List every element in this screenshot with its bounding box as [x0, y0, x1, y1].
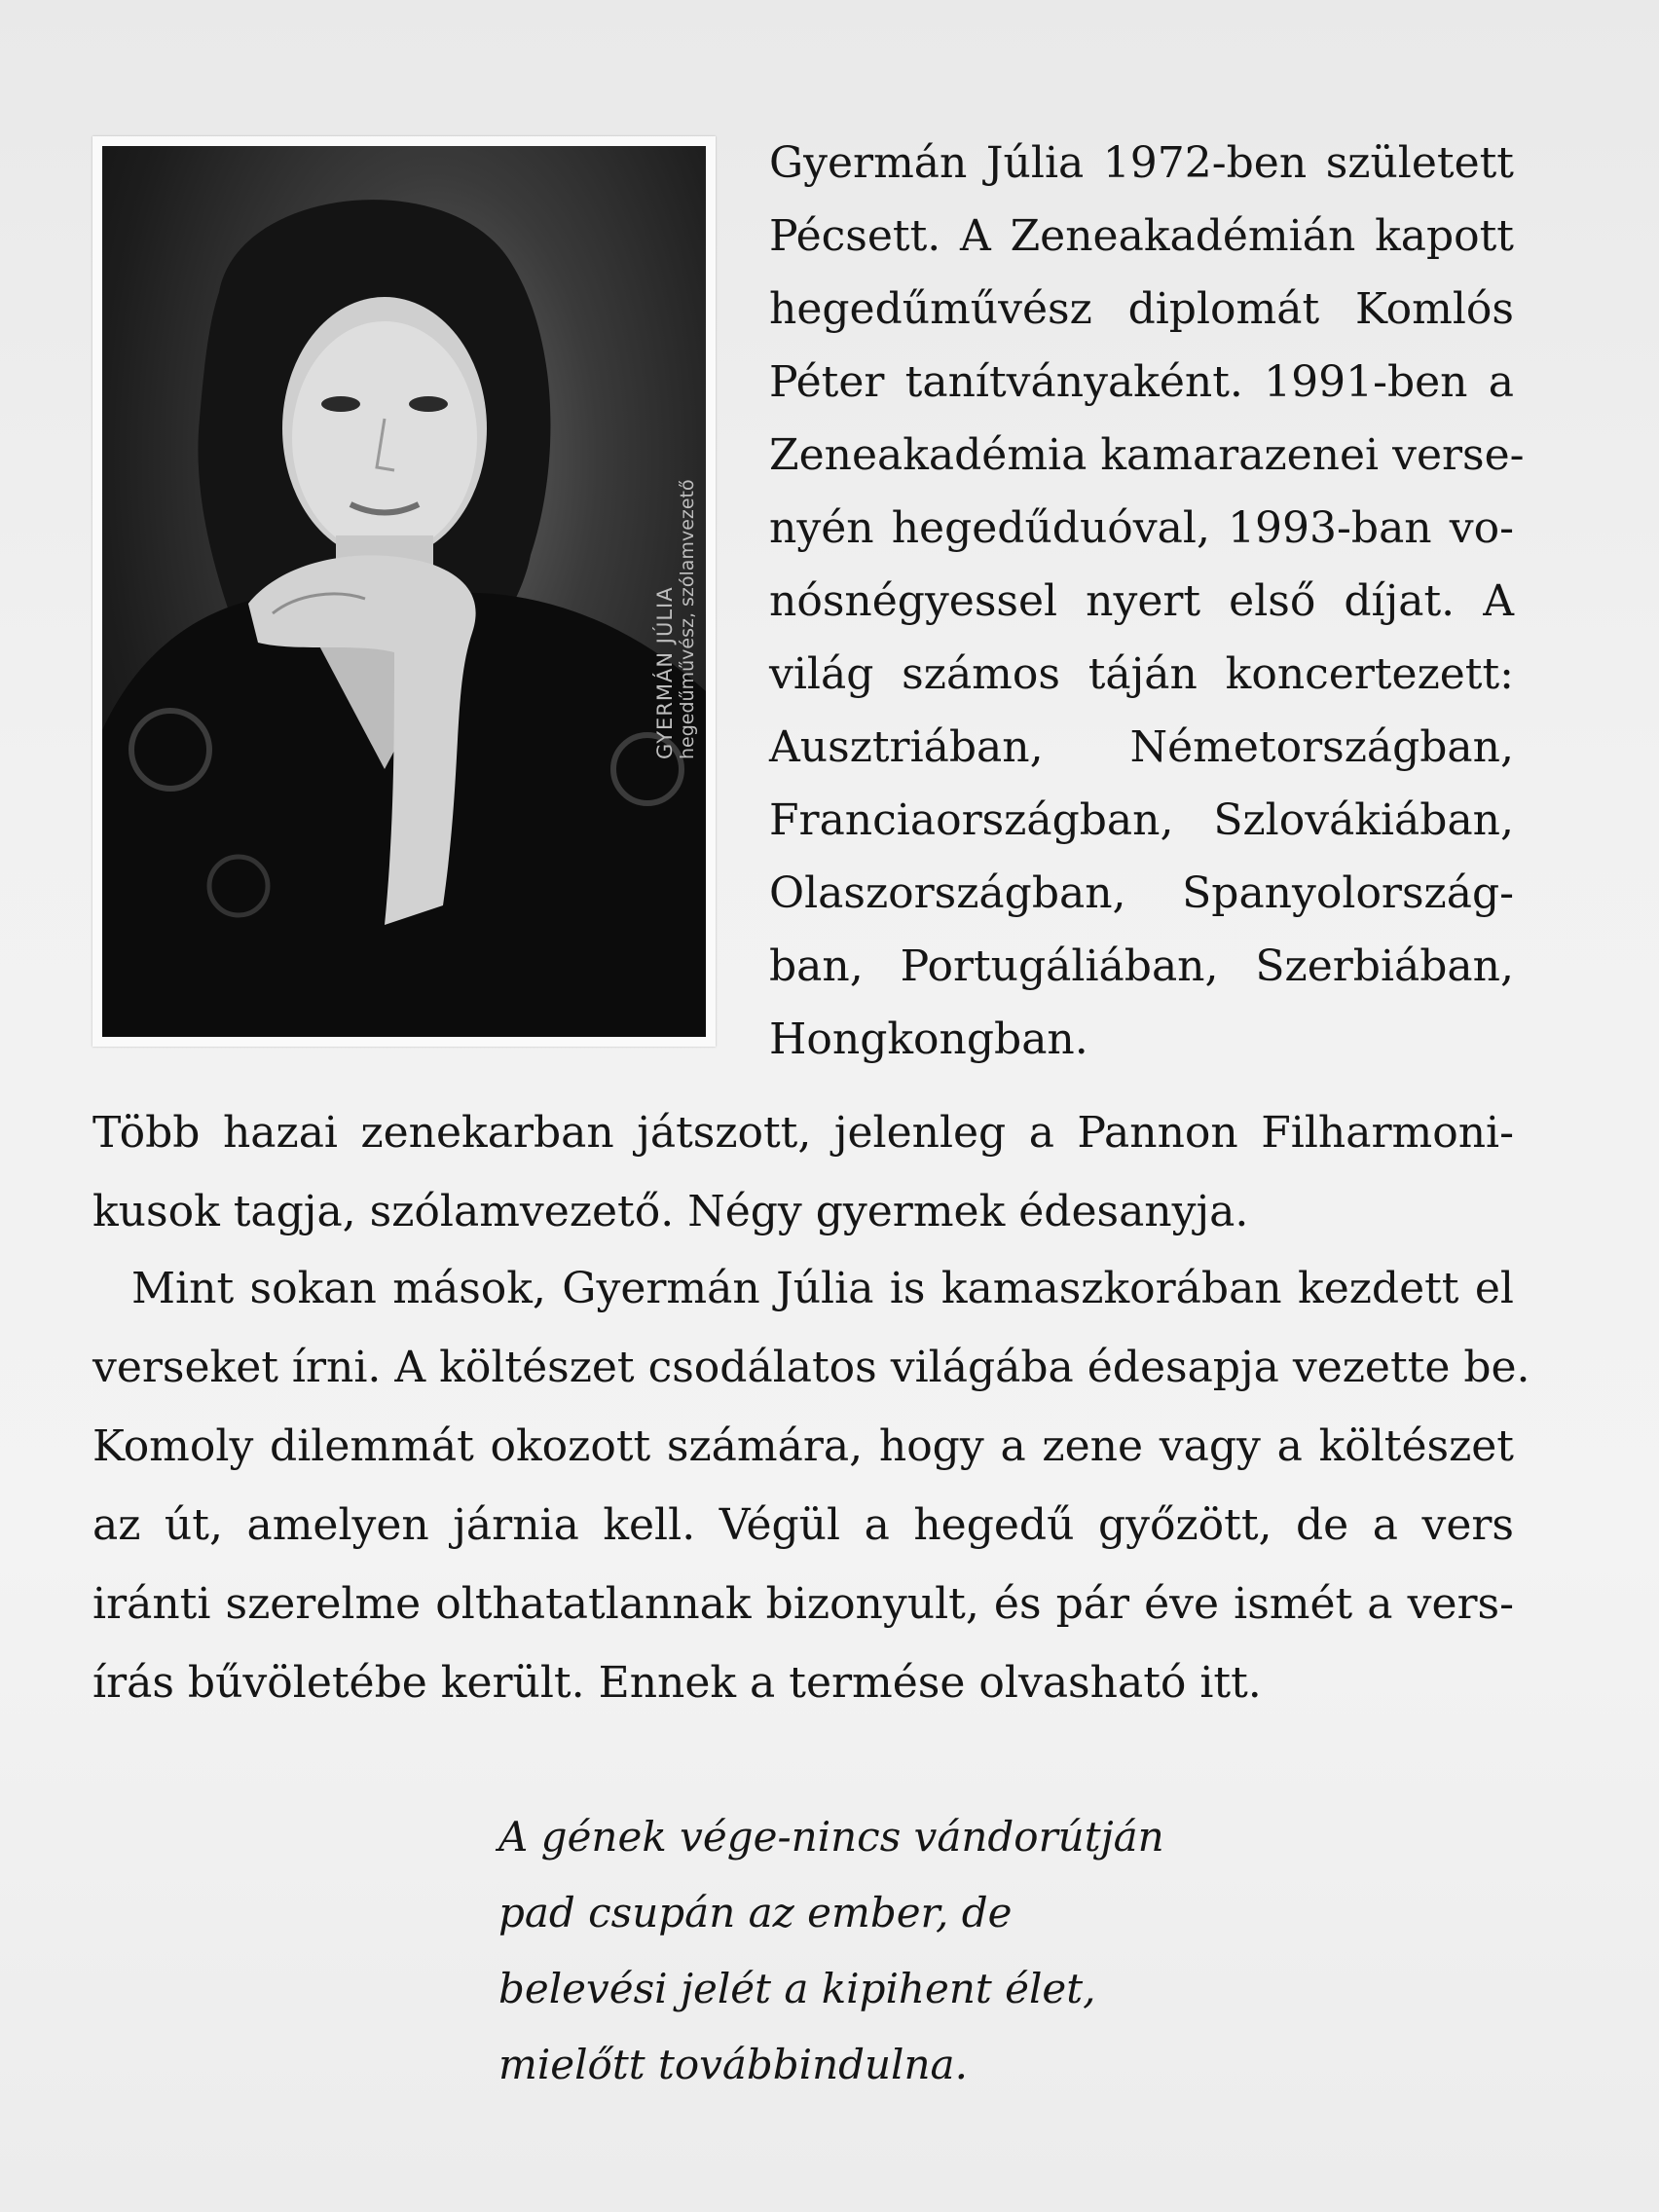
bio-line: Gyermán Júlia 1972-ben született	[769, 138, 1514, 188]
poem-line: belevési jelét a kipihent élet,	[498, 1965, 1096, 2012]
bio-line: világ számos táján koncertezett:	[769, 649, 1514, 699]
paragraph-line: Mint sokan mások, Gyermán Júlia is kamaszkorában kezdett el	[131, 1264, 1514, 1313]
paragraph-line: iránti szerelme olthatatlannak bizonyult, és pár éve ismét a vers-	[92, 1579, 1514, 1629]
poem-line: mielőtt továbbindulna.	[498, 2041, 968, 2088]
bio-line: Péter tanítványaként. 1991-ben a	[769, 357, 1514, 407]
portrait-caption	[647, 370, 706, 798]
bio-line: Pécsett. A Zeneakadémián kapott	[769, 211, 1514, 261]
paragraph-line: Több hazai zenekarban játszott, jelenleg a Pannon Filharmoni-	[92, 1108, 1514, 1158]
bio-paragraph-orchestra	[92, 1093, 1514, 1251]
poem-line: A gének vége-nincs vándorútján	[498, 1813, 1164, 1861]
bio-column-text	[769, 127, 1525, 1076]
bio-line: Olaszországban, Spanyolország-	[769, 868, 1514, 918]
bio-line: nósnégyessel nyert első díjat. A	[769, 576, 1514, 626]
poem-excerpt	[498, 1799, 1375, 2103]
bio-line: Zeneakadémia kamarazenei verse-	[769, 430, 1525, 480]
portrait-illustration	[102, 146, 706, 1037]
bio-line: Hongkongban.	[769, 1014, 1088, 1064]
bio-line: ban, Portugáliában, Szerbiában,	[769, 941, 1514, 991]
poem-line: pad csupán az ember, de	[498, 1889, 1013, 1936]
bio-line: Ausztriában, Németországban,	[769, 722, 1514, 772]
bio-line: nyén hegedűduóval, 1993-ban vo-	[769, 503, 1514, 553]
paragraph-line: az út, amelyen járnia kell. Végül a hegedű győzött, de a vers	[92, 1500, 1514, 1550]
bio-paragraph-poetry	[92, 1249, 1530, 1722]
paragraph-line: kusok tagja, szólamvezető. Négy gyermek édesanyja.	[92, 1187, 1249, 1236]
author-portrait-frame	[92, 136, 716, 1047]
paragraph-line: Komoly dilemmát okozott számára, hogy a zene vagy a költészet	[92, 1421, 1514, 1471]
paragraph-line: verseket írni. A költészet csodálatos világába édesapja vezette be.	[92, 1343, 1530, 1392]
author-portrait-photo	[102, 146, 706, 1037]
bio-line: hegedűművész diplomát Komlós	[769, 284, 1514, 334]
caption-role: hegedűművész, szólamvezető	[677, 479, 698, 759]
bio-line: Franciaországban, Szlovákiában,	[769, 795, 1514, 845]
paragraph-line: írás bűvöletébe került. Ennek a termése olvasható itt.	[92, 1658, 1262, 1708]
caption-name: GYERMÁN JÚLIA	[653, 586, 677, 759]
